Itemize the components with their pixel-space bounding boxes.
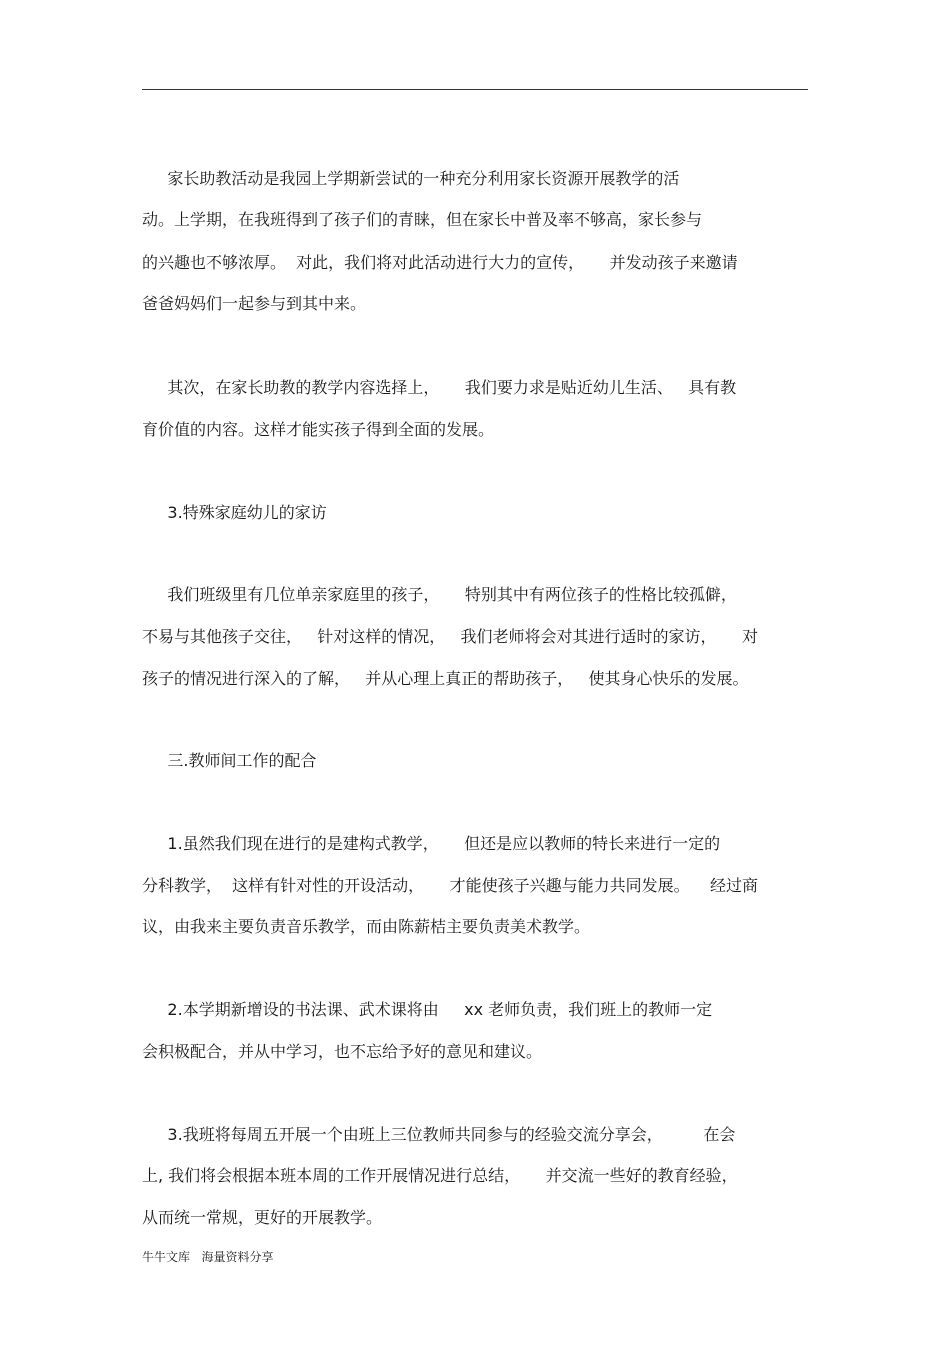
paragraph-line: 动。上学期，在我班得到了孩子们的青睐，但在家长中普及率不够高，家长参与 <box>142 210 703 229</box>
paragraph-line: 会积极配合，并从中学习，也不忘给予好的意见和建议。 <box>142 1042 543 1061</box>
paragraph-line: 从而统一常规，更好的开展教学。 <box>142 1208 383 1227</box>
page-footer: 牛牛文库 海量资料分享 <box>142 1250 274 1264</box>
paragraph-line: 育价值的内容。这样才能实孩子得到全面的发展。 <box>142 420 495 439</box>
paragraph-line: 3.我班将每周五开展一个由班上三位教师共同参与的经验交流分享会， 在会 <box>142 1125 736 1144</box>
section-heading: 三.教师间工作的配合 <box>142 751 317 770</box>
paragraph-line: 家长助教活动是我园上学期新尝试的一种充分利用家长资源开展教学的活 <box>142 169 680 188</box>
paragraph-line: 不易与其他孩子交往， 针对这样的情况， 我们老师将会对其进行适时的家访， 对 <box>142 627 758 646</box>
paragraph-line: 的兴趣也不够浓厚。 对此，我们将对此活动进行大力的宣传， 并发动孩子来邀请 <box>142 253 738 272</box>
section-heading: 3.特殊家庭幼儿的家访 <box>142 503 327 522</box>
paragraph-line: 上, 我们将会根据本班本周的工作开展情况进行总结， 并交流一些好的教育经验， <box>142 1166 738 1185</box>
paragraph-line: 我们班级里有几位单亲家庭里的孩子， 特别其中有两位孩子的性格比较孤僻， <box>142 585 737 604</box>
paragraph-line: 分科教学， 这样有针对性的开设活动， 才能使孩子兴趣与能力共同发展。 经过商 <box>142 876 758 895</box>
paragraph-line: 爸爸妈妈们一起参与到其中来。 <box>142 294 367 313</box>
paragraph-line: 议，由我来主要负责音乐教学，而由陈薪桔主要负责美术教学。 <box>142 917 591 936</box>
paragraph-line: 1.虽然我们现在进行的是建构式教学， 但还是应以教师的特长来进行一定的 <box>142 834 721 853</box>
header-rule <box>142 89 808 90</box>
paragraph-line: 2.本学期新增设的书法课、武术课将由 xx 老师负责，我们班上的教师一定 <box>142 1000 713 1019</box>
paragraph-line: 孩子的情况进行深入的了解， 并从心理上真正的帮助孩子， 使其身心快乐的发展。 <box>142 669 749 688</box>
paragraph-line: 其次，在家长助教的教学内容选择上， 我们要力求是贴近幼儿生活、 具有教 <box>142 378 737 397</box>
